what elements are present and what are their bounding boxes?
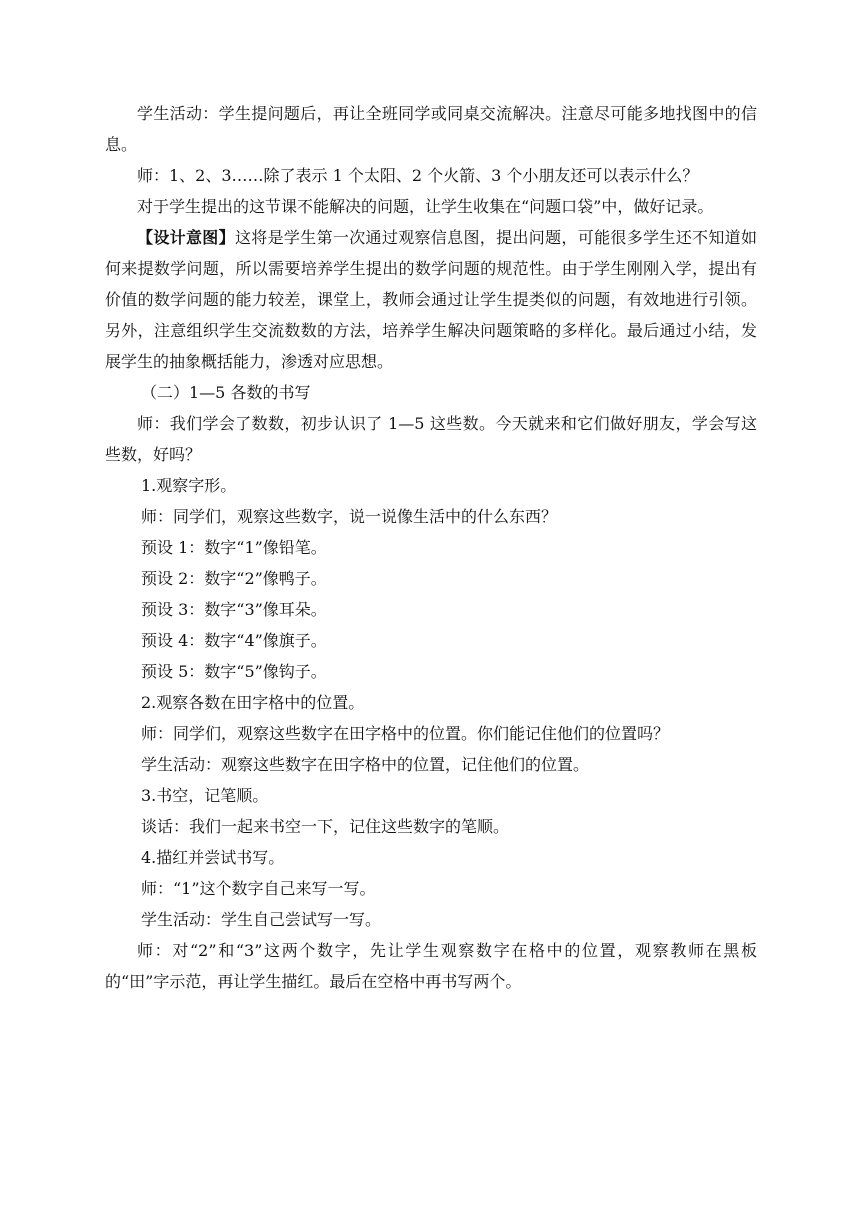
paragraph-2: 师：1、2、3……除了表示 1 个太阳、2 个火箭、3 个小朋友还可以表示什么？ <box>137 166 699 185</box>
preset-3: 预设 3：数字“3”像耳朵。 <box>141 600 327 619</box>
preset-4: 预设 4：数字“4”像旗子。 <box>141 631 327 650</box>
step-2-heading: 2.观察各数在田字格中的位置。 <box>141 693 365 712</box>
paragraph-student-write: 学生活动：学生自己尝试写一写。 <box>141 910 382 929</box>
design-intent-paragraph <box>105 222 757 377</box>
design-intent-label: 【设计意图】 <box>137 228 235 247</box>
paragraph-teacher-write: 师：“1”这个数字自己来写一写。 <box>141 879 376 898</box>
paragraph-teacher-intro: 师：我们学会了数数，初步认识了 1—5 这些数。今天就来和它们做好朋友，学会写这些数，好吗？ <box>105 414 757 464</box>
paragraph-1: 学生活动：学生提问题后，再让全班同学或同桌交流解决。注意尽可能多地找图中的信息。 <box>105 104 757 154</box>
step-3-heading: 3.书空，记笔顺。 <box>141 786 269 805</box>
section-heading-writing: （二）1—5 各数的书写 <box>141 383 311 402</box>
document-page <box>105 98 757 997</box>
step-1-heading: 1.观察字形。 <box>141 476 237 495</box>
step-4-heading: 4.描红并尝试书写。 <box>141 848 285 867</box>
paragraph-teacher-observe: 师：同学们，观察这些数字，说一说像生活中的什么东西？ <box>141 507 558 526</box>
paragraph-3: 对于学生提出的这节课不能解决的问题，让学生收集在“问题口袋”中，做好记录。 <box>137 197 714 216</box>
design-intent-text: 这将是学生第一次通过观察信息图，提出问题，可能很多学生还不知道如何来提数学问题，所以需要培养学生提出的数学问题的规范性。由于学生刚刚入学，提出有价值的数学问题的能力较差，课堂上，教师会通过让学生提类似的问题，有效地进行引领。另外，注意组织学生交流数数的方法，培养学生解决问题策略的多样化。最后通过小结，发展学生的抽象概括能力，渗透对应思想。 <box>105 228 757 371</box>
preset-2: 预设 2：数字“2”像鸭子。 <box>141 569 327 588</box>
paragraph-teacher-grid: 师：同学们，观察这些数字在田字格中的位置。你们能记住他们的位置吗？ <box>141 724 670 743</box>
preset-1: 预设 1：数字“1”像铅笔。 <box>141 538 327 557</box>
preset-5: 预设 5：数字“5”像钩子。 <box>141 662 327 681</box>
paragraph-teacher-demo: 师：对“2”和“3”这两个数字，先让学生观察数字在格中的位置，观察教师在黑板的“田”字示范，再让学生描红。最后在空格中再书写两个。 <box>105 941 757 991</box>
paragraph-student-grid: 学生活动：观察这些数字在田字格中的位置，记住他们的位置。 <box>141 755 590 774</box>
paragraph-talk: 谈话：我们一起来书空一下，记住这些数字的笔顺。 <box>141 817 510 836</box>
